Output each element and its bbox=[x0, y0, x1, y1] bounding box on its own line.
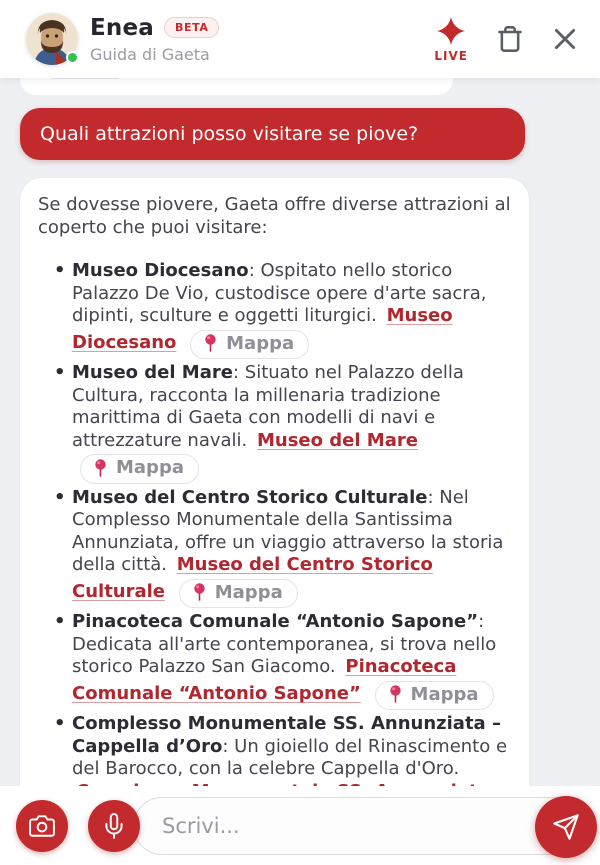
avatar bbox=[26, 13, 78, 65]
camera-button[interactable] bbox=[16, 800, 68, 852]
attraction-name: Complesso Monumentale SS. Annunziata – Cappella d’Oro bbox=[72, 713, 501, 757]
map-button[interactable] bbox=[190, 330, 309, 360]
send-icon bbox=[552, 813, 580, 841]
attraction-description: Dedicata all'arte contemporanea, si trova nello storico Palazzo San Giacomo. bbox=[72, 633, 497, 677]
map-pin-icon bbox=[192, 583, 207, 602]
beta-badge: BETA bbox=[164, 17, 219, 38]
attraction-link[interactable]: Museo Diocesano bbox=[72, 305, 453, 354]
live-button[interactable] bbox=[434, 15, 468, 63]
attraction-separator: : bbox=[222, 735, 235, 757]
microphone-icon bbox=[101, 813, 127, 839]
attraction-separator: : bbox=[478, 611, 485, 632]
sparkle-star-icon bbox=[436, 15, 466, 47]
attraction-name: Museo del Centro Storico Culturale bbox=[72, 486, 428, 508]
bot-message-bubble bbox=[20, 178, 529, 860]
attraction-link[interactable]: Museo del Mare bbox=[256, 429, 418, 451]
map-button-label: Mappa bbox=[410, 683, 479, 705]
attraction-item bbox=[72, 487, 511, 609]
camera-icon bbox=[29, 813, 55, 839]
bot-message-intro: Se dovesse piovere, Gaeta offre diverse attrazioni al coperto che puoi visitare: bbox=[38, 194, 511, 238]
attraction-description: Situato nel Palazzo della Cultura, racconta la millenaria tradizione marittima di Gaeta con modelli di navi e attrezzature navali. bbox=[72, 362, 464, 451]
attraction-description: Ospitato nello storico Palazzo De Vio, custodisce opere d'arte sacra, dipinti, sculture e oggetti liturgici. bbox=[72, 260, 487, 326]
live-label: LIVE bbox=[434, 49, 468, 63]
composer-bar bbox=[0, 786, 600, 865]
attraction-item bbox=[72, 611, 511, 710]
close-icon bbox=[552, 26, 578, 52]
attraction-link[interactable]: Museo del Centro Storico Culturale bbox=[72, 554, 433, 603]
title-block bbox=[90, 15, 219, 64]
attraction-item bbox=[72, 362, 511, 484]
header-actions bbox=[434, 15, 578, 63]
map-pin-icon bbox=[93, 459, 108, 478]
trash-icon bbox=[496, 24, 524, 54]
map-button-label: Mappa bbox=[214, 581, 283, 603]
delete-conversation-button[interactable] bbox=[496, 24, 524, 54]
attraction-description: Un gioiello del Rinascimento e del Barocco, con la celebre Cappella d'Oro. bbox=[72, 735, 508, 779]
close-button[interactable] bbox=[552, 26, 578, 52]
user-message-bubble: Quali attrazioni posso visitare se piove? bbox=[20, 108, 525, 160]
attraction-separator: : bbox=[248, 260, 261, 281]
map-pin-icon bbox=[203, 334, 218, 353]
assistant-name: Enea bbox=[90, 14, 155, 41]
attraction-name: Museo del Mare bbox=[72, 362, 233, 383]
online-status-dot bbox=[66, 51, 79, 64]
chat-header bbox=[0, 0, 600, 78]
attraction-item bbox=[72, 260, 511, 359]
map-button-label: Mappa bbox=[226, 332, 295, 354]
attractions-list bbox=[72, 260, 511, 835]
attraction-name: Museo Diocesano bbox=[72, 260, 249, 281]
map-pin-icon bbox=[388, 685, 403, 704]
attraction-separator: : bbox=[232, 362, 245, 383]
attraction-description: Nel Complesso Monumentale della Santissima Annunziata, offre un viaggio attraverso la storia della città. bbox=[72, 486, 504, 575]
attraction-name: Pinacoteca Comunale “Antonio Sapone” bbox=[72, 611, 479, 632]
map-button[interactable] bbox=[80, 454, 199, 484]
map-button[interactable] bbox=[179, 579, 298, 609]
microphone-button[interactable] bbox=[88, 800, 140, 852]
attraction-link[interactable]: Pinacoteca Comunale “Antonio Sapone” bbox=[72, 656, 457, 705]
message-input[interactable] bbox=[133, 797, 583, 855]
assistant-subtitle: Guida di Gaeta bbox=[90, 44, 210, 64]
send-button[interactable] bbox=[535, 796, 597, 858]
attraction-separator: : bbox=[427, 486, 440, 508]
map-button-label: Mappa bbox=[116, 457, 184, 478]
map-button[interactable] bbox=[375, 681, 494, 711]
